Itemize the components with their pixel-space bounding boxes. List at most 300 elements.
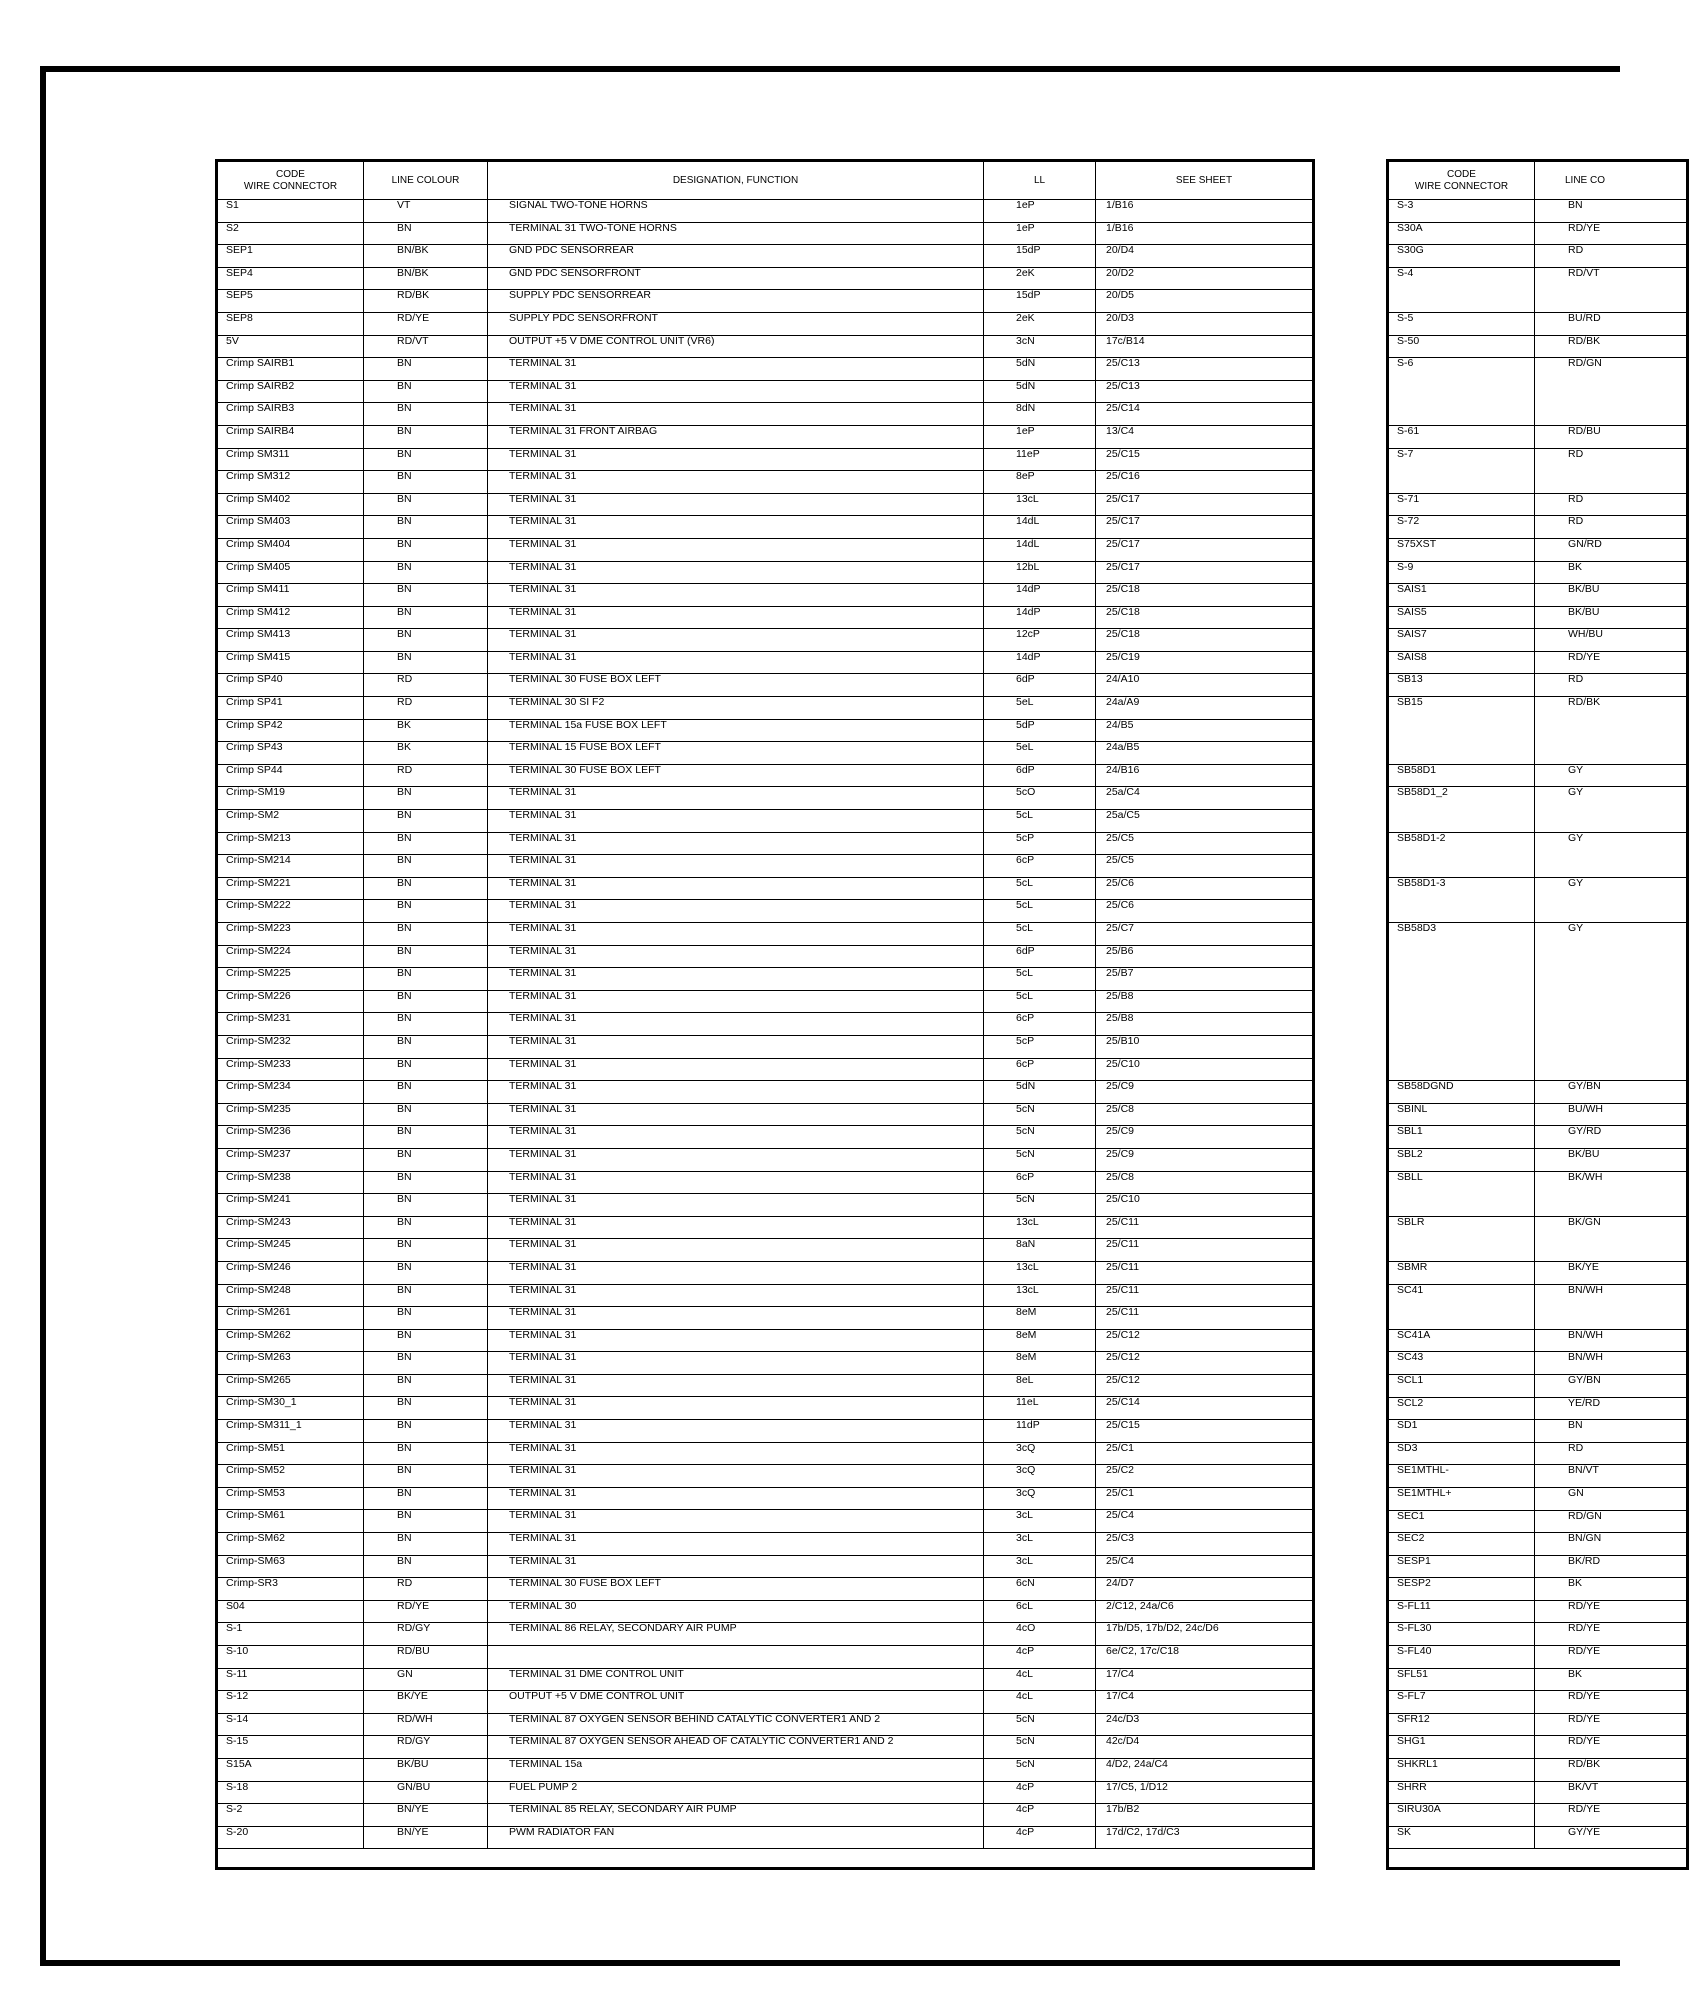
cell-designation: SUPPLY PDC SENSORFRONT	[488, 312, 984, 335]
cell-ll: 5dN	[984, 380, 1096, 403]
cell-code: Crimp-SM262	[217, 1329, 364, 1352]
table-row	[1388, 606, 1688, 629]
cell-designation: TERMINAL 31	[488, 1442, 984, 1465]
cell-code: SC43	[1388, 1352, 1535, 1375]
cell-code: SBL1	[1388, 1126, 1535, 1149]
cell-designation: TERMINAL 31	[488, 990, 984, 1013]
table-row	[217, 990, 1314, 1013]
cell-line-colour: RD/GN	[1535, 358, 1688, 426]
cell-see-sheet: 25/C13	[1096, 358, 1314, 381]
cell-code: Crimp-SM237	[217, 1148, 364, 1171]
cell-code: SD1	[1388, 1420, 1535, 1443]
cell-ll: 14dP	[984, 584, 1096, 607]
cell-see-sheet: 25/C2	[1096, 1465, 1314, 1488]
cell-designation: TERMINAL 31	[488, 1555, 984, 1578]
wire-connector-table-left	[215, 159, 1315, 1870]
table-row	[217, 810, 1314, 833]
table-row	[1388, 1171, 1688, 1216]
cell-code: S-12	[217, 1691, 364, 1714]
cell-ll: 4cP	[984, 1646, 1096, 1669]
table-row	[217, 1555, 1314, 1578]
cell-line-colour: GY/BN	[1535, 1081, 1688, 1104]
cell-code: Crimp-SM243	[217, 1216, 364, 1239]
table-row	[217, 1736, 1314, 1759]
table-row	[1388, 1487, 1688, 1510]
table-row	[217, 629, 1314, 652]
cell-line-colour: BN/WH	[1535, 1329, 1688, 1352]
cell-ll: 8eM	[984, 1352, 1096, 1375]
table-row	[217, 312, 1314, 335]
cell-code: S-FL11	[1388, 1600, 1535, 1623]
cell-designation: TERMINAL 31	[488, 403, 984, 426]
table-row	[1388, 1149, 1688, 1172]
table-row	[217, 1758, 1314, 1781]
table-row	[217, 1284, 1314, 1307]
cell-code: Crimp-SM225	[217, 968, 364, 991]
cell-line-colour: BN	[364, 810, 488, 833]
cell-code: SB15	[1388, 697, 1535, 765]
cell-ll: 13cL	[984, 1216, 1096, 1239]
table-row	[217, 1329, 1314, 1352]
table-row	[217, 1533, 1314, 1556]
cell-line-colour: BN	[364, 1307, 488, 1330]
cell-code: Crimp-SM261	[217, 1307, 364, 1330]
cell-line-colour: RD/YE	[364, 312, 488, 335]
cell-code: S1	[217, 200, 364, 223]
table-row	[217, 1216, 1314, 1239]
table-row	[217, 245, 1314, 268]
cell-code: SFR12	[1388, 1713, 1535, 1736]
cell-ll: 1eP	[984, 425, 1096, 448]
table-row	[217, 651, 1314, 674]
cell-code: S-61	[1388, 425, 1535, 448]
cell-code: Crimp-SM311_1	[217, 1420, 364, 1443]
cell-code: S-72	[1388, 516, 1535, 539]
cell-code: S-7	[1388, 448, 1535, 493]
cell-see-sheet: 24c/D3	[1096, 1713, 1314, 1736]
cell-code: Crimp-SM263	[217, 1352, 364, 1375]
table-row	[217, 1668, 1314, 1691]
cell-code: SEC1	[1388, 1510, 1535, 1533]
table-row	[217, 1081, 1314, 1104]
cell-line-colour: RD/BU	[1535, 425, 1688, 448]
cell-line-colour: RD/GY	[364, 1736, 488, 1759]
cell-ll: 8aN	[984, 1239, 1096, 1262]
cell-line-colour: BK	[1535, 1668, 1688, 1691]
table-row	[217, 1510, 1314, 1533]
cell-line-colour: BN/BK	[364, 267, 488, 290]
cell-code: Crimp-SM233	[217, 1058, 364, 1081]
cell-code: Crimp SM415	[217, 651, 364, 674]
cell-line-colour: BK/WH	[1535, 1171, 1688, 1216]
table-row	[1388, 1442, 1688, 1465]
cell-line-colour: BN	[364, 1126, 488, 1149]
cell-line-colour: BN	[364, 1442, 488, 1465]
cell-code: S30G	[1388, 245, 1535, 268]
table-row	[1388, 222, 1688, 245]
cell-line-colour: BN	[364, 1510, 488, 1533]
cell-ll: 13cL	[984, 493, 1096, 516]
cell-line-colour: BN/VT	[1535, 1465, 1688, 1488]
table-row	[217, 516, 1314, 539]
cell-ll: 4cL	[984, 1691, 1096, 1714]
table-row	[1388, 629, 1688, 652]
cell-code: SHG1	[1388, 1736, 1535, 1759]
table-row	[217, 1239, 1314, 1262]
cell-line-colour: RD/GN	[1535, 1510, 1688, 1533]
cell-see-sheet: 25/C12	[1096, 1329, 1314, 1352]
cell-see-sheet: 25/C15	[1096, 1420, 1314, 1443]
cell-code: SESP2	[1388, 1578, 1535, 1601]
header-code: CODE WIRE CONNECTOR	[1388, 161, 1535, 200]
cell-designation: TERMINAL 31	[488, 1307, 984, 1330]
cell-code: S-10	[217, 1646, 364, 1669]
cell-designation: TERMINAL 86 RELAY, SECONDARY AIR PUMP	[488, 1623, 984, 1646]
cell-code: SB58DGND	[1388, 1081, 1535, 1104]
cell-line-colour: RD	[364, 674, 488, 697]
cell-designation: TERMINAL 31	[488, 1420, 984, 1443]
cell-designation: TERMINAL 31	[488, 1148, 984, 1171]
table-row	[217, 1261, 1314, 1284]
table-row	[1388, 1826, 1688, 1849]
cell-designation: FUEL PUMP 2	[488, 1781, 984, 1804]
cell-code: S-FL7	[1388, 1691, 1535, 1714]
cell-see-sheet: 25/C5	[1096, 832, 1314, 855]
table-row	[1388, 1329, 1688, 1352]
cell-designation: TERMINAL 31	[488, 1284, 984, 1307]
cell-code: SC41A	[1388, 1329, 1535, 1352]
cell-ll: 3cL	[984, 1510, 1096, 1533]
cell-line-colour: BN	[364, 832, 488, 855]
cell-code: SB58D1-3	[1388, 877, 1535, 922]
table-row	[217, 855, 1314, 878]
table-row	[217, 471, 1314, 494]
cell-see-sheet: 25/C10	[1096, 1194, 1314, 1217]
cell-see-sheet: 25/C19	[1096, 651, 1314, 674]
cell-designation: TERMINAL 31	[488, 1533, 984, 1556]
cell-code: SIRU30A	[1388, 1804, 1535, 1827]
table-row	[217, 425, 1314, 448]
table-row	[217, 1804, 1314, 1827]
cell-designation: TERMINAL 31	[488, 1103, 984, 1126]
cell-code: S-1	[217, 1623, 364, 1646]
table-row	[1388, 1103, 1688, 1126]
cell-designation: TERMINAL 31	[488, 380, 984, 403]
cell-code: Crimp-SM231	[217, 1013, 364, 1036]
table-row	[217, 1058, 1314, 1081]
cell-line-colour: RD/YE	[1535, 1600, 1688, 1623]
cell-see-sheet: 25/C11	[1096, 1284, 1314, 1307]
cell-see-sheet: 25/B8	[1096, 990, 1314, 1013]
cell-code: Crimp SM405	[217, 561, 364, 584]
cell-line-colour: GY/YE	[1535, 1826, 1688, 1849]
cell-ll: 5cN	[984, 1713, 1096, 1736]
cell-designation: TERMINAL 31	[488, 516, 984, 539]
cell-code: Crimp-SM235	[217, 1103, 364, 1126]
cell-code: SHRR	[1388, 1781, 1535, 1804]
cell-code: Crimp-SM53	[217, 1487, 364, 1510]
cell-line-colour: BN	[364, 855, 488, 878]
cell-line-colour: RD/YE	[1535, 1736, 1688, 1759]
cell-line-colour: GN	[364, 1668, 488, 1691]
cell-code: S-FL30	[1388, 1623, 1535, 1646]
cell-code: Crimp SM404	[217, 538, 364, 561]
cell-see-sheet: 24/B5	[1096, 719, 1314, 742]
cell-code: SEP4	[217, 267, 364, 290]
cell-line-colour: RD	[364, 764, 488, 787]
cell-see-sheet: 1/B16	[1096, 200, 1314, 223]
cell-line-colour: BN	[364, 1261, 488, 1284]
table-row	[1388, 1352, 1688, 1375]
cell-designation: TERMINAL 31 DME CONTROL UNIT	[488, 1668, 984, 1691]
cell-ll: 5eL	[984, 742, 1096, 765]
table-row	[217, 335, 1314, 358]
cell-code: S-14	[217, 1713, 364, 1736]
cell-see-sheet: 25/C7	[1096, 923, 1314, 946]
table-row	[1388, 1668, 1688, 1691]
cell-code: SAIS1	[1388, 584, 1535, 607]
cell-code: S04	[217, 1600, 364, 1623]
cell-ll: 12cP	[984, 629, 1096, 652]
cell-line-colour: GY	[1535, 923, 1688, 1081]
table-row	[1388, 1397, 1688, 1420]
cell-see-sheet: 6e/C2, 17c/C18	[1096, 1646, 1314, 1669]
cell-ll: 3cN	[984, 335, 1096, 358]
cell-see-sheet: 20/D2	[1096, 267, 1314, 290]
cell-ll: 12bL	[984, 561, 1096, 584]
table-row	[1388, 764, 1688, 787]
table-row	[217, 1600, 1314, 1623]
cell-code: S-4	[1388, 267, 1535, 312]
cell-line-colour: RD/BU	[364, 1646, 488, 1669]
cell-see-sheet: 25/C11	[1096, 1216, 1314, 1239]
cell-see-sheet: 25/C18	[1096, 584, 1314, 607]
cell-designation: TERMINAL 30 FUSE BOX LEFT	[488, 674, 984, 697]
cell-line-colour: BN	[364, 561, 488, 584]
cell-see-sheet: 25/C9	[1096, 1126, 1314, 1149]
table-row	[217, 674, 1314, 697]
cell-see-sheet: 25/C6	[1096, 877, 1314, 900]
cell-ll: 5cL	[984, 810, 1096, 833]
cell-line-colour: GY	[1535, 787, 1688, 832]
cell-code: SEP8	[217, 312, 364, 335]
table-row	[217, 358, 1314, 381]
table-row	[217, 787, 1314, 810]
table-row	[1388, 832, 1688, 877]
cell-ll: 15dP	[984, 290, 1096, 313]
table-row	[1388, 923, 1688, 1081]
cell-code: S-18	[217, 1781, 364, 1804]
cell-ll: 8eM	[984, 1329, 1096, 1352]
cell-see-sheet: 25a/C5	[1096, 810, 1314, 833]
cell-designation: TERMINAL 87 OXYGEN SENSOR AHEAD OF CATALYTIC CONVERTER1 AND 2	[488, 1736, 984, 1759]
cell-line-colour: BN	[364, 358, 488, 381]
cell-code: Crimp-SM222	[217, 900, 364, 923]
cell-code: Crimp-SM238	[217, 1171, 364, 1194]
cell-designation: SIGNAL TWO-TONE HORNS	[488, 200, 984, 223]
table-row	[217, 1171, 1314, 1194]
table-row	[1388, 1555, 1688, 1578]
cell-line-colour: RD/YE	[1535, 1713, 1688, 1736]
cell-line-colour: BN	[364, 1216, 488, 1239]
wire-connector-table-right	[1386, 159, 1689, 1870]
cell-code: SEP5	[217, 290, 364, 313]
header-see-sheet: SEE SHEET	[1096, 161, 1314, 200]
cell-designation: SUPPLY PDC SENSORREAR	[488, 290, 984, 313]
cell-ll: 3cL	[984, 1555, 1096, 1578]
cell-see-sheet: 25/C14	[1096, 403, 1314, 426]
cell-see-sheet: 25/C17	[1096, 561, 1314, 584]
cell-code: Crimp SM412	[217, 606, 364, 629]
cell-line-colour: BU/WH	[1535, 1103, 1688, 1126]
cell-designation: TERMINAL 15 FUSE BOX LEFT	[488, 742, 984, 765]
cell-line-colour: BN	[364, 1171, 488, 1194]
table-row	[217, 1374, 1314, 1397]
cell-designation: TERMINAL 31	[488, 1261, 984, 1284]
table-row	[217, 200, 1314, 223]
cell-code: Crimp SP41	[217, 697, 364, 720]
cell-designation: TERMINAL 31	[488, 1194, 984, 1217]
cell-designation: TERMINAL 31	[488, 493, 984, 516]
cell-line-colour: RD/YE	[1535, 1646, 1688, 1669]
cell-see-sheet: 24/A10	[1096, 674, 1314, 697]
cell-code: SD3	[1388, 1442, 1535, 1465]
cell-line-colour: GY	[1535, 764, 1688, 787]
cell-line-colour: BN	[364, 1465, 488, 1488]
cell-code: Crimp SM402	[217, 493, 364, 516]
cell-line-colour: RD/BK	[1535, 1759, 1688, 1782]
cell-line-colour: GY	[1535, 877, 1688, 922]
cell-see-sheet: 25/C17	[1096, 493, 1314, 516]
cell-line-colour: BN	[364, 448, 488, 471]
cell-code: Crimp SAIRB3	[217, 403, 364, 426]
cell-see-sheet: 25/C4	[1096, 1510, 1314, 1533]
cell-code: Crimp-SM221	[217, 877, 364, 900]
cell-designation	[488, 1646, 984, 1669]
cell-line-colour: BN	[364, 968, 488, 991]
table-row	[217, 1713, 1314, 1736]
cell-line-colour: BN	[364, 516, 488, 539]
cell-line-colour: BN	[364, 1103, 488, 1126]
cell-line-colour: RD	[364, 1578, 488, 1601]
cell-see-sheet: 1/B16	[1096, 222, 1314, 245]
cell-code: S-50	[1388, 335, 1535, 358]
header-ll: LL	[984, 161, 1096, 200]
table-row	[1388, 1736, 1688, 1759]
cell-code: Crimp SP44	[217, 764, 364, 787]
table-row	[217, 1646, 1314, 1669]
cell-see-sheet: 25a/C4	[1096, 787, 1314, 810]
cell-code: SE1MTHL-	[1388, 1465, 1535, 1488]
cell-designation: GND PDC SENSORREAR	[488, 245, 984, 268]
table-row	[217, 493, 1314, 516]
cell-ll: 1eP	[984, 200, 1096, 223]
cell-see-sheet: 17/C4	[1096, 1668, 1314, 1691]
cell-line-colour: BN	[364, 380, 488, 403]
cell-line-colour: BN	[364, 222, 488, 245]
cell-see-sheet: 25/C12	[1096, 1352, 1314, 1375]
cell-line-colour: RD	[1535, 516, 1688, 539]
cell-code: S-15	[217, 1736, 364, 1759]
cell-see-sheet: 25/C9	[1096, 1081, 1314, 1104]
cell-line-colour: BN/WH	[1535, 1352, 1688, 1375]
table-row	[217, 1035, 1314, 1058]
table-row	[1388, 1578, 1688, 1601]
cell-ll: 4cP	[984, 1781, 1096, 1804]
cell-code: Crimp SP42	[217, 719, 364, 742]
cell-see-sheet: 25/C12	[1096, 1374, 1314, 1397]
cell-line-colour: BN	[364, 1013, 488, 1036]
cell-line-colour: RD	[1535, 245, 1688, 268]
table-row	[217, 1465, 1314, 1488]
cell-designation: TERMINAL 31	[488, 471, 984, 494]
cell-code: Crimp SM413	[217, 629, 364, 652]
table-row	[1388, 425, 1688, 448]
cell-see-sheet: 25/C11	[1096, 1261, 1314, 1284]
table-row	[1388, 1081, 1688, 1104]
cell-designation: TERMINAL 31	[488, 787, 984, 810]
cell-designation: TERMINAL 87 OXYGEN SENSOR BEHIND CATALYTIC CONVERTER1 AND 2	[488, 1713, 984, 1736]
cell-line-colour: BN	[1535, 200, 1688, 223]
cell-line-colour: BN/BK	[364, 245, 488, 268]
cell-see-sheet: 17/C5, 1/D12	[1096, 1781, 1314, 1804]
table-row	[217, 1487, 1314, 1510]
table-row	[1388, 787, 1688, 832]
table-row	[1388, 1646, 1688, 1669]
cell-see-sheet: 25/C8	[1096, 1103, 1314, 1126]
cell-line-colour: BN	[364, 403, 488, 426]
cell-code: SAIS5	[1388, 606, 1535, 629]
cell-ll: 5cL	[984, 900, 1096, 923]
cell-code: S-20	[217, 1826, 364, 1849]
cell-designation: TERMINAL 31	[488, 1171, 984, 1194]
cell-line-colour: GY/RD	[1535, 1126, 1688, 1149]
table-row	[217, 584, 1314, 607]
cell-code: S-3	[1388, 200, 1535, 223]
table-row	[1388, 1623, 1688, 1646]
cell-ll: 5dN	[984, 1081, 1096, 1104]
table-row	[217, 1148, 1314, 1171]
cell-code: Crimp SAIRB2	[217, 380, 364, 403]
cell-code: S-71	[1388, 493, 1535, 516]
cell-see-sheet: 20/D3	[1096, 312, 1314, 335]
cell-code: Crimp-SM213	[217, 832, 364, 855]
cell-designation: TERMINAL 30 FUSE BOX LEFT	[488, 1578, 984, 1601]
cell-designation: TERMINAL 15a	[488, 1758, 984, 1781]
cell-designation: TERMINAL 31	[488, 1239, 984, 1262]
cell-ll: 5cL	[984, 877, 1096, 900]
table-row	[217, 1691, 1314, 1714]
cell-see-sheet: 25/C5	[1096, 855, 1314, 878]
cell-code: S-FL40	[1388, 1646, 1535, 1669]
table-row	[217, 1826, 1314, 1849]
cell-designation: TERMINAL 31	[488, 561, 984, 584]
table-row	[217, 380, 1314, 403]
table-header-row	[217, 161, 1314, 200]
cell-see-sheet: 25/C3	[1096, 1533, 1314, 1556]
cell-see-sheet: 24a/A9	[1096, 697, 1314, 720]
cell-line-colour: BK/YE	[364, 1691, 488, 1714]
cell-ll: 5cN	[984, 1126, 1096, 1149]
table-row	[1388, 1510, 1688, 1533]
cell-designation: TERMINAL 31	[488, 1013, 984, 1036]
table-row	[1388, 267, 1688, 312]
cell-ll: 15dP	[984, 245, 1096, 268]
cell-code: S30A	[1388, 222, 1535, 245]
table-row	[1388, 1713, 1688, 1736]
cell-ll: 13cL	[984, 1261, 1096, 1284]
cell-ll: 5dN	[984, 358, 1096, 381]
